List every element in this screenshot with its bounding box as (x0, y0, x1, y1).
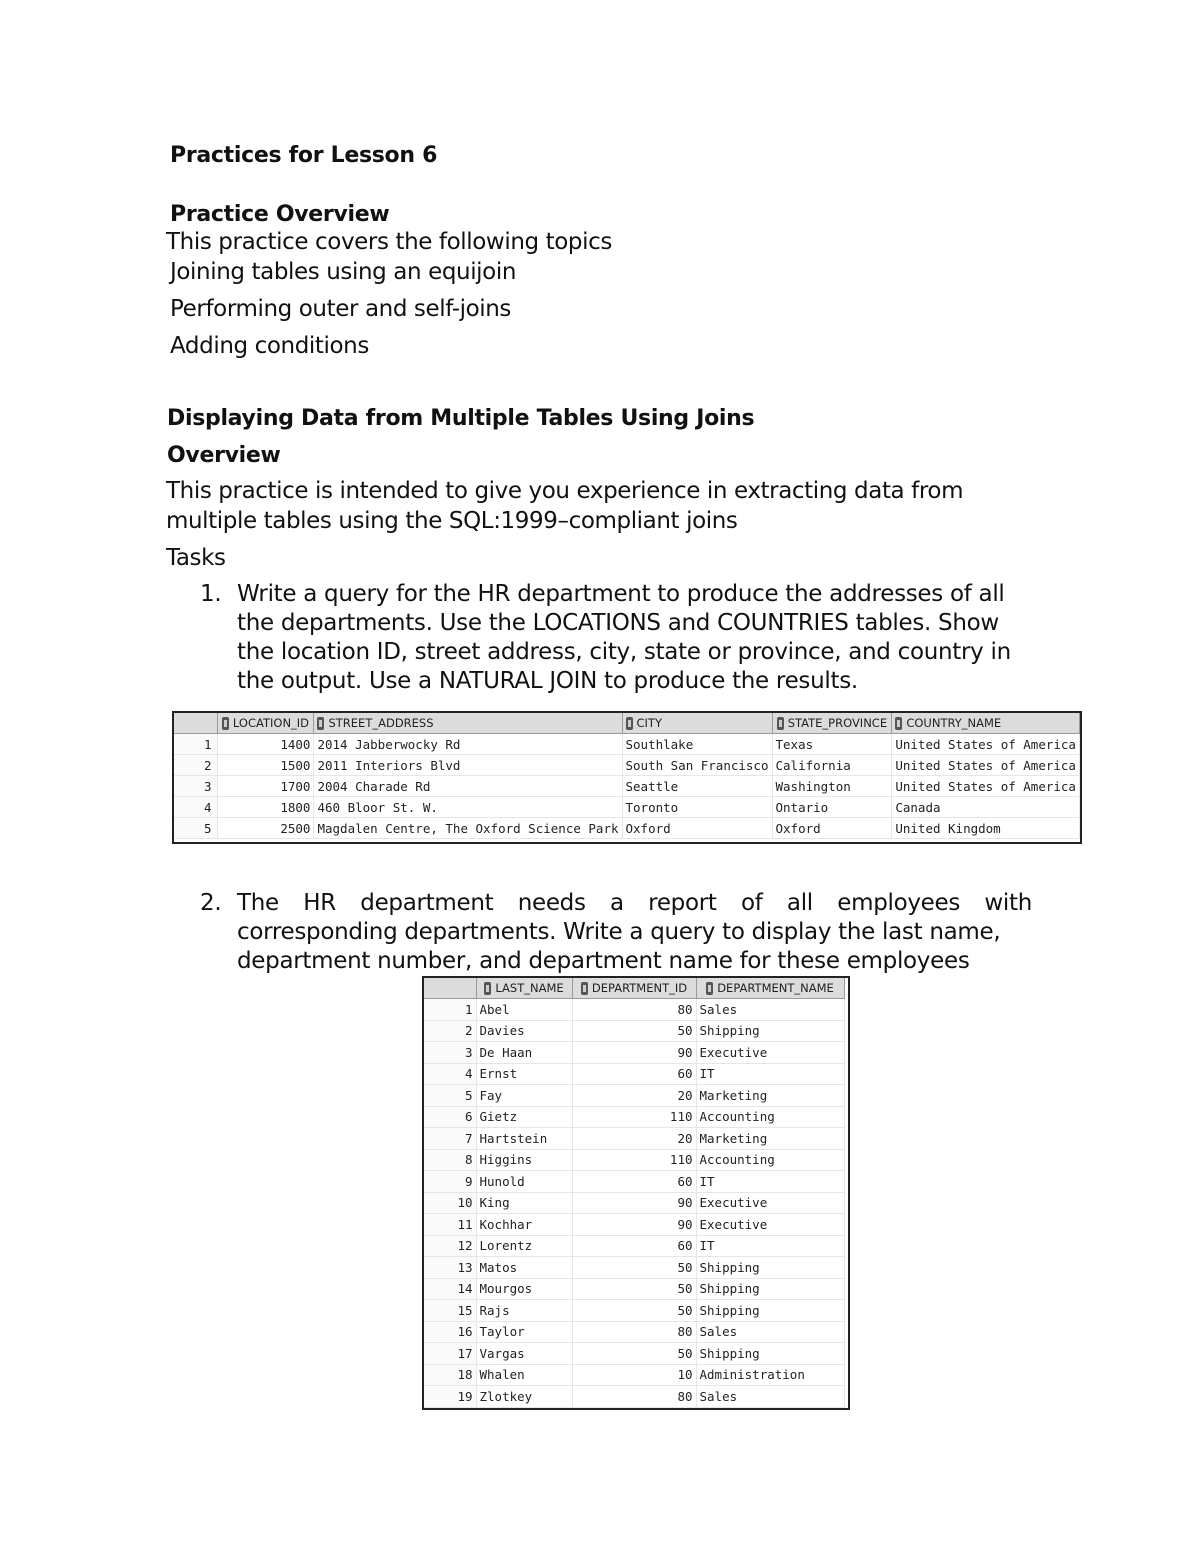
overview-line: Performing outer and self-joins (170, 296, 512, 322)
overview-line: This practice covers the following topics (166, 229, 612, 255)
table-cell: Accounting (696, 1149, 844, 1171)
table-row[interactable] (424, 1106, 844, 1128)
task-line: the output. Use a NATURAL JOIN to produce the results. (237, 668, 858, 694)
table-cell: 60 (572, 1235, 696, 1257)
table-cell: 80 (572, 999, 696, 1021)
table-row[interactable]: 2 1500 2011 Interiors Blvd South San Francisco California United States of America (174, 755, 1080, 776)
table-row[interactable]: 5 2500 Magdalen Centre, The Oxford Science Park Oxford Oxford United Kingdom (174, 818, 1080, 839)
row-number-header (174, 713, 217, 734)
table-cell: 50 (572, 1020, 696, 1042)
table-cell: Fay (476, 1085, 572, 1107)
table-cell: Executive (696, 1042, 844, 1064)
table-cell: Zlotkey (476, 1386, 572, 1408)
row-number: 16 (424, 1321, 476, 1343)
table-cell: Matos (476, 1257, 572, 1279)
table-cell: 50 (572, 1278, 696, 1300)
column-sort-icon (581, 982, 588, 995)
table-row[interactable] (424, 1020, 844, 1042)
table-cell: Accounting (696, 1106, 844, 1128)
table-row[interactable] (424, 1042, 844, 1064)
row-number: 8 (424, 1149, 476, 1171)
column-header[interactable]: STATE_PROVINCE (772, 713, 892, 734)
table-row[interactable] (424, 1278, 844, 1300)
task-line: the location ID, street address, city, state or province, and country in (237, 639, 1011, 665)
table-cell: Davies (476, 1020, 572, 1042)
table-cell: De Haan (476, 1042, 572, 1064)
task-line: corresponding departments. Write a query to display the last name, (237, 919, 1001, 945)
row-number: 9 (424, 1171, 476, 1193)
column-sort-icon (222, 717, 229, 730)
column-sort-icon (626, 717, 633, 730)
table-cell: Shipping (696, 1257, 844, 1279)
table-cell: Shipping (696, 1343, 844, 1365)
table-header-row (174, 713, 1080, 734)
overview-line: Adding conditions (170, 333, 369, 359)
table-cell: 60 (572, 1171, 696, 1193)
table-cell: 80 (572, 1386, 696, 1408)
table-cell: Whalen (476, 1364, 572, 1386)
table-cell: 50 (572, 1257, 696, 1279)
practice-overview-heading: Practice Overview (170, 202, 390, 227)
table-row[interactable] (424, 1128, 844, 1150)
table-cell: 50 (572, 1343, 696, 1365)
table-header-row (424, 978, 844, 999)
section-overview-line: This practice is intended to give you experience in extracting data from (166, 478, 964, 504)
table-cell: 10 (572, 1364, 696, 1386)
locations-result-table (174, 713, 1080, 839)
row-number: 18 (424, 1364, 476, 1386)
table-row[interactable] (424, 1149, 844, 1171)
column-sort-icon (706, 982, 713, 995)
task-number: 1. (200, 581, 222, 607)
table-cell: Hunold (476, 1171, 572, 1193)
row-number: 6 (424, 1106, 476, 1128)
table-cell: Kochhar (476, 1214, 572, 1236)
row-number: 1 (424, 999, 476, 1021)
task-line: The HR department needs a report of all employees with (237, 890, 1032, 916)
table-cell: IT (696, 1063, 844, 1085)
column-sort-icon (484, 982, 491, 995)
table-row[interactable] (424, 1171, 844, 1193)
table-cell: 60 (572, 1063, 696, 1085)
table-row[interactable] (424, 1214, 844, 1236)
table-cell: 90 (572, 1214, 696, 1236)
table-row[interactable] (424, 1300, 844, 1322)
row-number: 2 (424, 1020, 476, 1042)
table-cell: Shipping (696, 1020, 844, 1042)
employees-result-grid (422, 976, 850, 1410)
tasks-label: Tasks (166, 545, 226, 571)
table-cell: Shipping (696, 1300, 844, 1322)
row-number-header (424, 978, 476, 999)
row-number: 3 (424, 1042, 476, 1064)
column-sort-icon (317, 717, 324, 730)
column-header[interactable]: DEPARTMENT_NAME (696, 978, 844, 999)
employees-result-table (424, 978, 845, 1408)
table-cell: Mourgos (476, 1278, 572, 1300)
task-line: department number, and department name for these employees (237, 948, 970, 974)
table-cell: Hartstein (476, 1128, 572, 1150)
row-number: 12 (424, 1235, 476, 1257)
table-cell: Ernst (476, 1063, 572, 1085)
table-cell: Marketing (696, 1085, 844, 1107)
table-cell: Vargas (476, 1343, 572, 1365)
table-row[interactable]: 3 1700 2004 Charade Rd Seattle Washington United States of America (174, 776, 1080, 797)
table-cell: 20 (572, 1085, 696, 1107)
table-cell: Administration (696, 1364, 844, 1386)
locations-result-grid (172, 711, 1082, 844)
column-header[interactable]: STREET_ADDRESS (314, 713, 622, 734)
table-cell: Sales (696, 1386, 844, 1408)
column-header[interactable]: COUNTRY_NAME (892, 713, 1080, 734)
table-cell: Sales (696, 999, 844, 1021)
table-cell: IT (696, 1171, 844, 1193)
table-cell: Taylor (476, 1321, 572, 1343)
row-number: 4 (424, 1063, 476, 1085)
column-sort-icon (895, 717, 902, 730)
table-cell: 110 (572, 1149, 696, 1171)
table-cell: 20 (572, 1128, 696, 1150)
table-cell: Executive (696, 1214, 844, 1236)
row-number: 13 (424, 1257, 476, 1279)
table-row[interactable] (424, 1321, 844, 1343)
overview-line: Joining tables using an equijoin (170, 259, 517, 285)
task-number: 2. (200, 890, 222, 916)
table-row[interactable] (424, 1235, 844, 1257)
table-row[interactable] (424, 1364, 844, 1386)
row-number: 5 (424, 1085, 476, 1107)
table-cell: Marketing (696, 1128, 844, 1150)
column-header[interactable]: DEPARTMENT_ID (572, 978, 696, 999)
table-cell: 80 (572, 1321, 696, 1343)
table-cell: 50 (572, 1300, 696, 1322)
table-row[interactable] (424, 1192, 844, 1214)
table-cell: Lorentz (476, 1235, 572, 1257)
row-number: 14 (424, 1278, 476, 1300)
row-number: 7 (424, 1128, 476, 1150)
row-number: 17 (424, 1343, 476, 1365)
column-header[interactable]: CITY (622, 713, 772, 734)
column-header[interactable]: LAST_NAME (476, 978, 572, 999)
table-row[interactable] (424, 1085, 844, 1107)
table-row[interactable] (424, 999, 844, 1021)
table-cell: 90 (572, 1192, 696, 1214)
table-cell: Higgins (476, 1149, 572, 1171)
table-cell: IT (696, 1235, 844, 1257)
table-cell: Rajs (476, 1300, 572, 1322)
section-overview-line: multiple tables using the SQL:1999–compliant joins (166, 508, 738, 534)
row-number: 19 (424, 1386, 476, 1408)
table-cell: Abel (476, 999, 572, 1021)
row-number: 10 (424, 1192, 476, 1214)
table-row[interactable] (424, 1343, 844, 1365)
table-cell: King (476, 1192, 572, 1214)
table-cell: 110 (572, 1106, 696, 1128)
lesson-title: Practices for Lesson 6 (170, 143, 438, 168)
section-title: Displaying Data from Multiple Tables Using Joins (167, 406, 755, 431)
table-cell: Gietz (476, 1106, 572, 1128)
table-cell: 90 (572, 1042, 696, 1064)
table-cell: Executive (696, 1192, 844, 1214)
table-row[interactable]: 4 1800 460 Bloor St. W. Toronto Ontario Canada (174, 797, 1080, 818)
table-row[interactable] (424, 1257, 844, 1279)
table-row[interactable]: 1 1400 2014 Jabberwocky Rd Southlake Texas United States of America (174, 734, 1080, 755)
table-cell: Sales (696, 1321, 844, 1343)
task-line: the departments. Use the LOCATIONS and COUNTRIES tables. Show (237, 610, 999, 636)
column-sort-icon (777, 717, 784, 730)
column-header[interactable]: LOCATION_ID (217, 713, 314, 734)
task-line: Write a query for the HR department to produce the addresses of all (237, 581, 1005, 607)
row-number: 11 (424, 1214, 476, 1236)
table-cell: Shipping (696, 1278, 844, 1300)
section-overview-heading: Overview (167, 443, 281, 468)
row-number: 15 (424, 1300, 476, 1322)
table-row[interactable] (424, 1063, 844, 1085)
table-row[interactable] (424, 1386, 844, 1408)
